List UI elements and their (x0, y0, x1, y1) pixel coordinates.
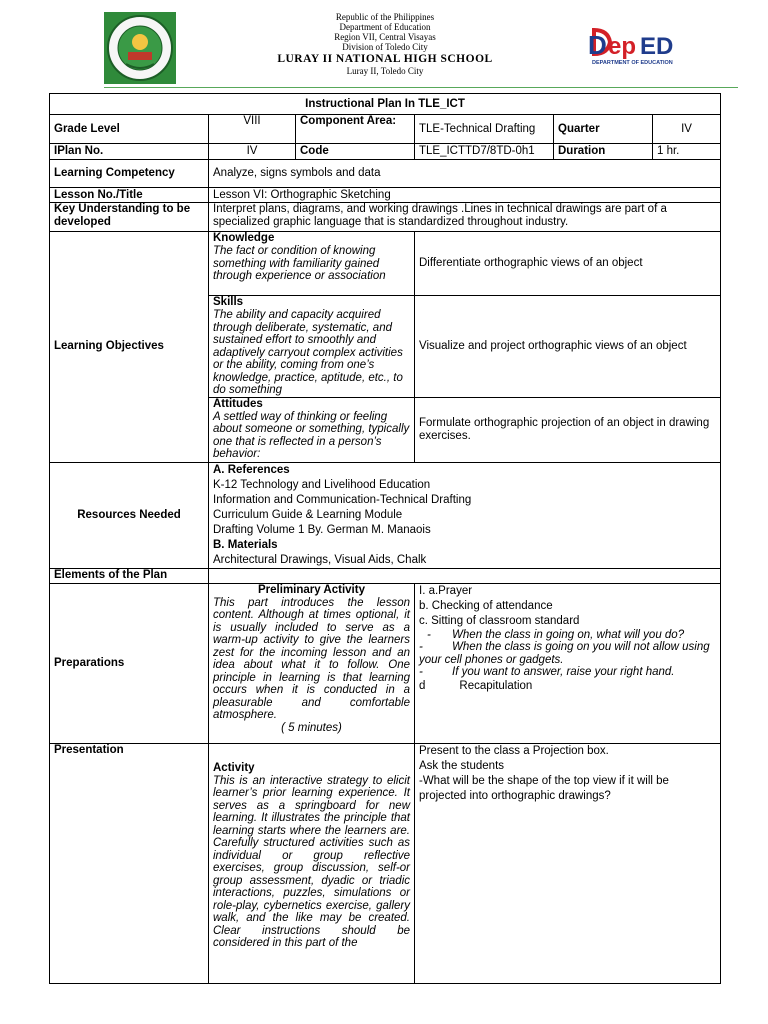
dash: - (419, 666, 423, 678)
school-seal-icon (104, 12, 176, 84)
objectives-label: Learning Objectives (50, 232, 209, 463)
prep-sitting: c. Sitting of classroom standard (419, 614, 580, 627)
prep-rule-2: - When the class is going on you will not allow using your cell phones or gadgets. (419, 641, 710, 666)
svg-text:ED: ED (640, 33, 674, 60)
prelim-desc: This part introduces the lesson content. Although at times optional, it is usually included to serve as a warm-up activity to give the learners zest for the incoming lesson and an idea about what it to follow. One principle in learning is that learning occurs when it is conducted in a pleasurable and comfortable atmosphere. (213, 596, 410, 721)
presentation-label: Presentation (50, 743, 209, 983)
quarter-label: Quarter (554, 115, 653, 144)
duration-value: 1 hr. (653, 144, 721, 160)
school-address: Luray II, Toledo City (346, 66, 424, 76)
attitudes-objective: Formulate orthographic projection of an object in drawing exercises. (415, 397, 721, 462)
header-division: Division of Toledo City (342, 42, 428, 52)
code-value: TLE_ICTTD7/8TD-0h1 (415, 144, 554, 160)
activity-cell (209, 743, 415, 983)
svg-text:D: D (588, 30, 607, 60)
activity-title: Activity (213, 761, 255, 774)
attitudes-desc: A settled way of thinking or feeling about someone or something, typically one that is reflected in a person’s behavior: (213, 410, 410, 460)
code-label: Code (296, 144, 415, 160)
materials-title: B. Materials (213, 538, 278, 551)
prelim-title: Preliminary Activity (258, 583, 365, 596)
prelim-cell (209, 583, 415, 743)
header-text (200, 12, 570, 76)
resources-cell (209, 462, 721, 568)
grade-level-label: Grade Level (50, 115, 209, 144)
grade-level-value: VIII (209, 115, 296, 144)
presentation-items (415, 743, 721, 983)
attitudes-title: Attitudes (213, 397, 263, 410)
svg-text:ep: ep (608, 33, 637, 60)
deped-logo-icon (582, 24, 692, 68)
header-republic: Republic of the Philippines (335, 12, 435, 22)
materials-value: Architectural Drawings, Visual Aids, Chalk (213, 553, 427, 566)
dash: - (427, 628, 431, 641)
activity-desc: This is an interactive strategy to elicit learner’s prior learning experience. It serves as a springboard for new learning. It illustrates the principle that learning starts where the learners are. Carefully structured activities such as individual or group reflective exercises, group discussion, self-or group assessment, dyadic or triadic interactions, puzzles, simulations or role-play, cybernetics exercise, gallery walk, and the like may be created. Clear instructions should be considered in this part of the (213, 774, 410, 949)
school-name: LURAY II NATIONAL HIGH SCHOOL (277, 53, 493, 65)
lesson-label: Lesson No./Title (50, 188, 209, 203)
resources-label: Resources Needed (50, 462, 209, 568)
component-area-value: TLE-Technical Drafting (415, 115, 554, 144)
knowledge-desc: The fact or condition of knowing something with familiarity gained through experience or association (213, 245, 386, 282)
header-divider (104, 87, 738, 88)
preparations-label: Preparations (50, 583, 209, 743)
prelim-time: ( 5 minutes) (281, 721, 342, 734)
key-understanding-label: Key Understanding to be developed (50, 203, 209, 232)
prep-prayer: I. a.Prayer (419, 584, 473, 597)
header-department: Department of Education (339, 22, 431, 32)
prep-rule-3: - If you want to answer, raise your right hand. (419, 666, 675, 678)
component-area-label: Component Area: (296, 115, 415, 144)
elements-empty (209, 568, 721, 583)
key-understanding-value: Interpret plans, diagrams, and working drawings .Lines in technical drawings are part of a specialized graphic language that is standardized throughout industry. (209, 203, 721, 232)
skills-title: Skills (213, 296, 244, 308)
prep-attendance: b. Checking of attendance (419, 599, 553, 612)
iplan-value: IV (209, 144, 296, 160)
prep-rule-1: - When the class in going on, what will you do? (419, 629, 716, 642)
skills-cell (209, 296, 415, 398)
dash: - (419, 641, 423, 653)
lesson-value: Lesson VI: Orthographic Sketching (209, 188, 721, 203)
knowledge-objective: Differentiate orthographic views of an object (415, 232, 721, 296)
reference-item: K-12 Technology and Livelihood Education (213, 478, 431, 491)
document-header (0, 0, 768, 90)
presentation-line: Ask the students (419, 759, 505, 772)
instructional-plan-table (49, 93, 721, 984)
presentation-line: -What will be the shape of the top view if it will be projected into orthographic drawings? (419, 774, 669, 802)
prep-recap: d Recapitulation (419, 679, 533, 692)
competency-value: Analyze, signs symbols and data (209, 160, 721, 188)
skills-objective: Visualize and project orthographic views of an object (415, 296, 721, 398)
svg-text:DEPARTMENT OF EDUCATION: DEPARTMENT OF EDUCATION (592, 60, 673, 66)
knowledge-title: Knowledge (213, 232, 275, 244)
header-region: Region VII, Central Visayas (334, 32, 436, 42)
duration-label: Duration (554, 144, 653, 160)
reference-item: Curriculum Guide & Learning Module (213, 508, 403, 521)
knowledge-cell (209, 232, 415, 296)
plan-title: Instructional Plan In TLE_ICT (50, 94, 721, 115)
iplan-label: IPlan No. (50, 144, 209, 160)
reference-item: Information and Communication-Technical Drafting (213, 493, 472, 506)
competency-label: Learning Competency (50, 160, 209, 188)
skills-desc: The ability and capacity acquired through deliberate, systematic, and sustained effort to smoothly and adaptively carryout complex activities or the ability, coming from one’s knowledge, practice, aptitude, etc., to do something (213, 309, 403, 396)
presentation-line: Present to the class a Projection box. (419, 744, 609, 757)
elements-label: Elements of the Plan (50, 568, 209, 583)
attitudes-cell (209, 397, 415, 462)
preparation-items (415, 583, 721, 743)
references-title: A. References (213, 463, 290, 476)
quarter-value: IV (653, 115, 721, 144)
reference-item: Drafting Volume 1 By. German M. Manaois (213, 523, 431, 536)
